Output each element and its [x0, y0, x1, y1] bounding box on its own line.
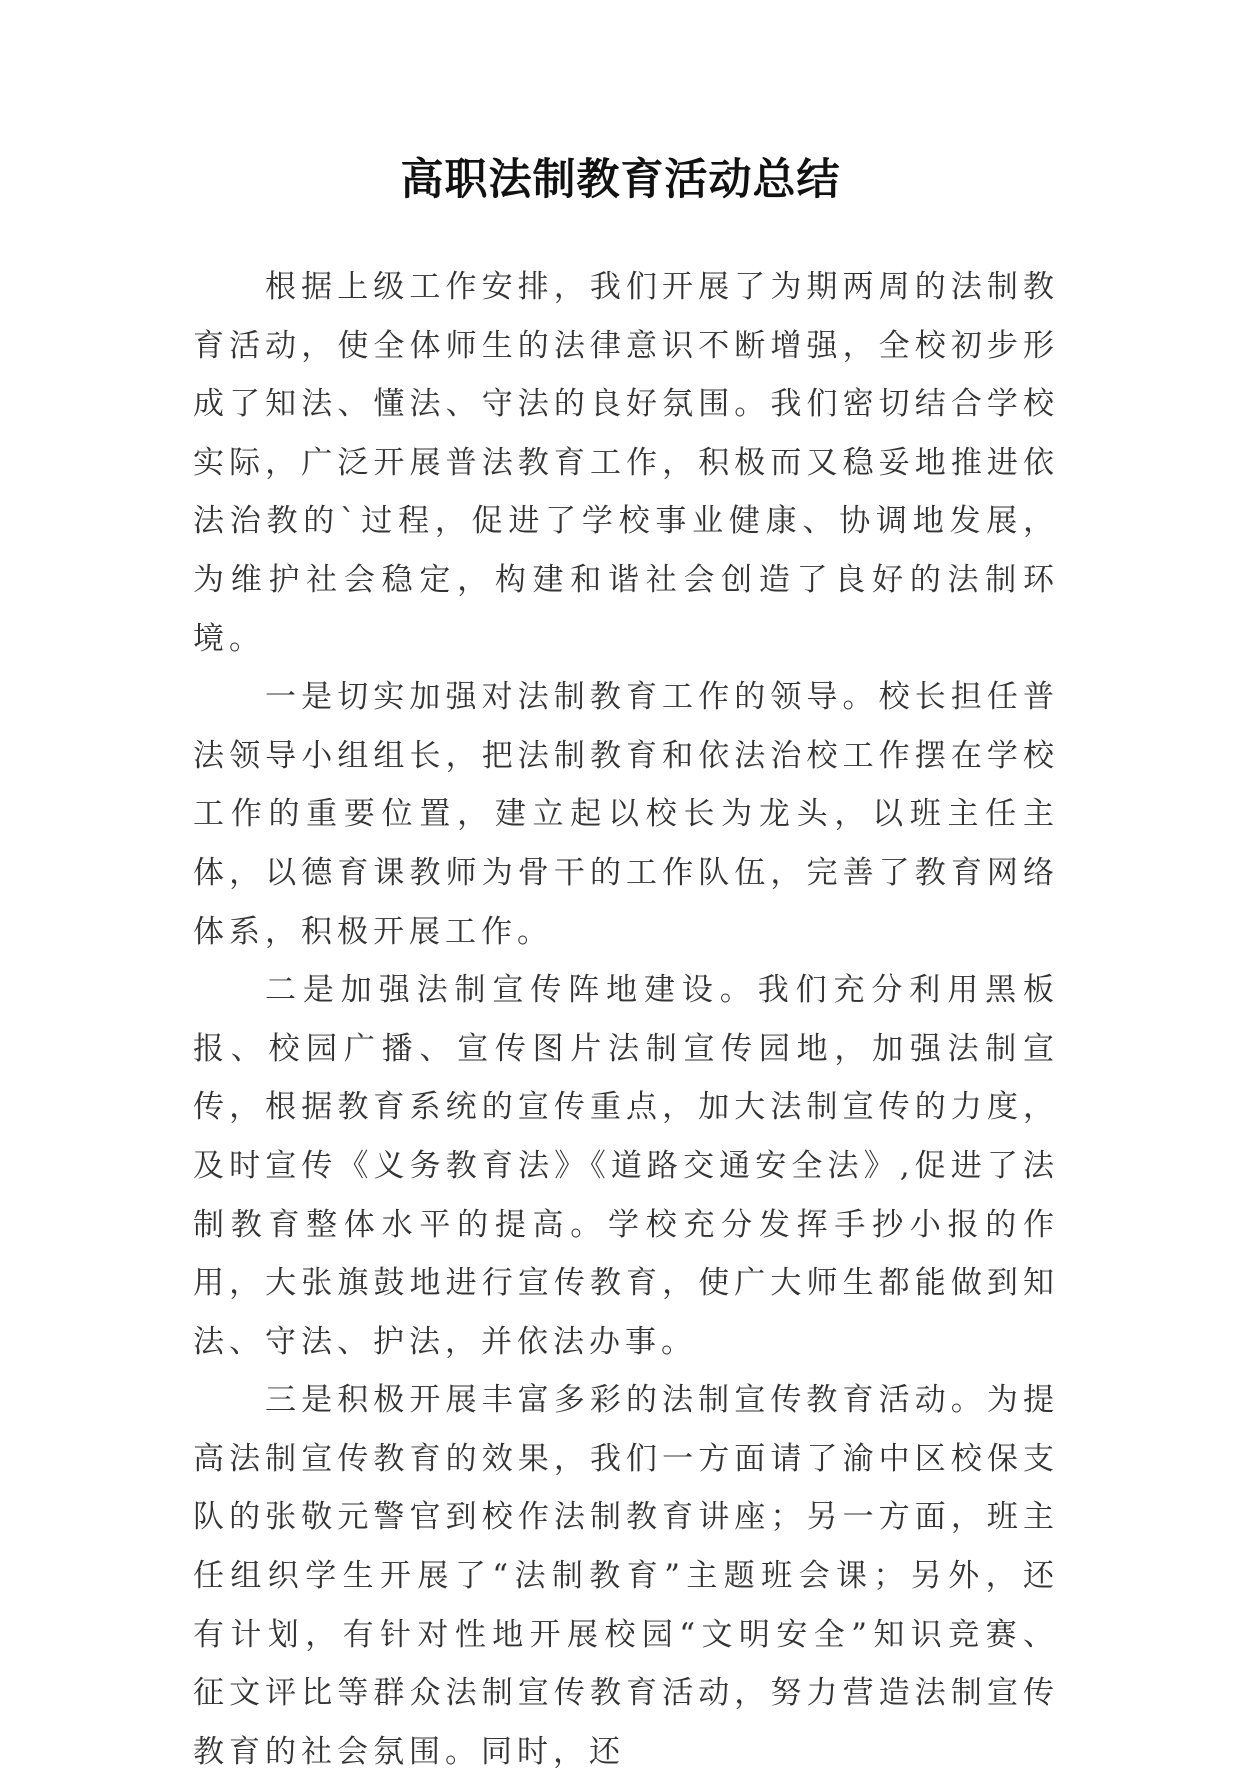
paragraph-publicity-base: 二是加强法制宣传阵地建设。我们充分利用黑板报、校园广播、宣传图片法制宣传园地，加强法制宣传，根据教育系统的宣传重点，加大法制宣传的力度，及时宣传《义务教育法》《道路交通安全法》,促进了法制教育整体水平的提高。学校充分发挥手抄小报的作用，大张旗鼓地进行宣传教育，使广大师生都能做到知法、守法、护法，并依法办事。 [193, 972, 1059, 1360]
paragraph-intro: 根据上级工作安排，我们开展了为期两周的法制教育活动，使全体师生的法律意识不断增强，全校初步形成了知法、懂法、守法的良好氛围。我们密切结合学校实际，广泛开展普法教育工作，积极而又稳妥地推进依法治教的`过程，促进了学校事业健康、协调地发展，为维护社会稳定，构建和谐社会创造了良好的法制环境。 [193, 269, 1059, 657]
paragraph-leadership: 一是切实加强对法制教育工作的领导。校长担任普法领导小组组长，把法制教育和依法治校工作摆在学校工作的重要位置，建立起以校长为龙头，以班主任主体，以德育课教师为骨干的工作队伍，完善了教育网络体系，积极开展工作。 [193, 679, 1059, 950]
document-body [193, 258, 1059, 1781]
paragraph-activities: 三是积极开展丰富多彩的法制宣传教育活动。为提高法制宣传教育的效果，我们一方面请了渝中区校保支队的张敬元警官到校作法制教育讲座；另一方面，班主任组织学生开展了“法制教育”主题班会课；另外，还有计划，有针对性地开展校园“文明安全”知识竞赛、征文评比等群众法制宣传教育活动，努力营造法制宣传教育的社会氛围。同时，还 [193, 1382, 1059, 1770]
document-title: 高职法制教育活动总结 [400, 155, 841, 205]
